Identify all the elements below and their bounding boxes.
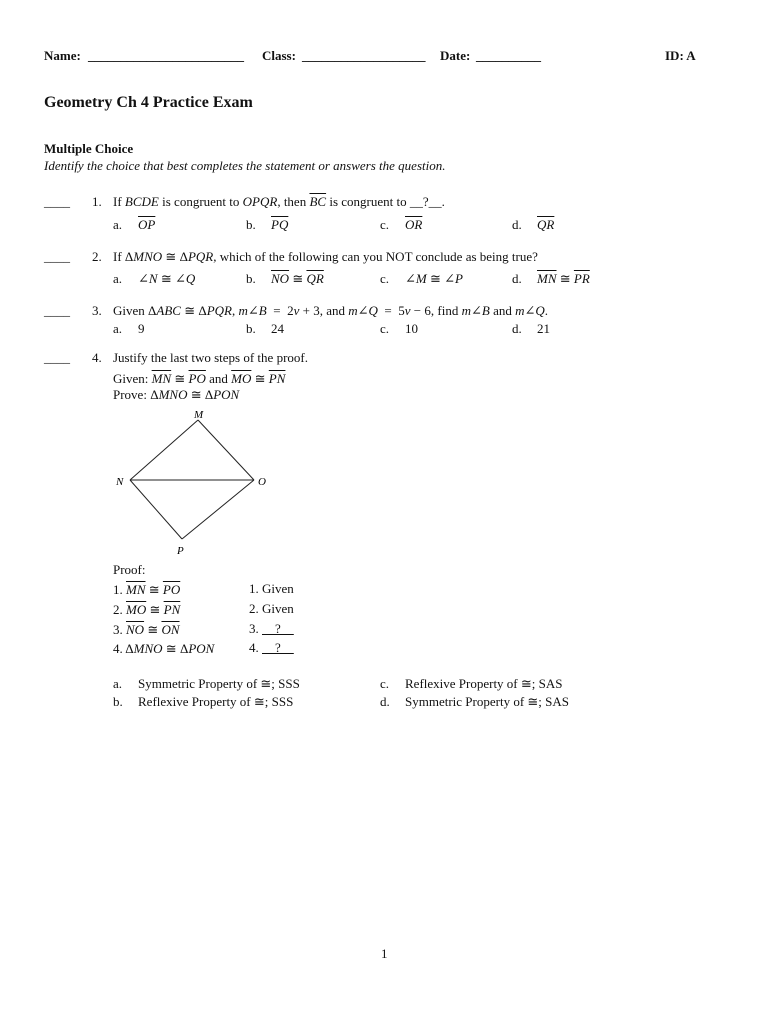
text-run: 4. Δ (113, 641, 134, 656)
text-run: PQR, (187, 249, 217, 264)
text-run: . (544, 303, 549, 318)
text-run: M (415, 271, 427, 286)
text-run: ABC (156, 303, 181, 318)
choice-c[interactable]: c. ∠M ≅ ∠P (380, 271, 463, 286)
proof-statement-1 (113, 582, 180, 598)
text-run: Symmetric Property of ≅; SAS (405, 694, 569, 709)
question-stem (113, 303, 548, 319)
name-label: Name: (44, 48, 81, 63)
name-blank[interactable]: ________________________ (88, 48, 244, 63)
choice-a[interactable]: a. 9 (113, 321, 145, 336)
text-run: ≅ Δ (180, 303, 207, 318)
text-run: ≅ (556, 271, 574, 286)
text-run: v (404, 303, 411, 318)
text-run: ? (262, 640, 294, 655)
given-statement (113, 371, 285, 387)
text-run: $\overline{PO}$ (162, 582, 181, 597)
text-run: ≅ (289, 271, 307, 286)
text-run: BCDE (124, 194, 159, 209)
text-run: $\overline{MO}$ (231, 371, 252, 386)
question-number: 3. (92, 303, 102, 318)
choice-b[interactable]: b. Reflexive Property of ≅; SSS (113, 694, 294, 709)
question-number: 1. (92, 194, 102, 209)
segment-mo (198, 420, 254, 480)
text-run: Q (368, 303, 378, 318)
segment-op (182, 480, 254, 539)
text-run: and (205, 371, 232, 386)
text-run: m (461, 303, 471, 318)
text-run: $\overline{BC}$ (309, 194, 327, 209)
text-run: ≅ Δ (162, 249, 188, 264)
text-run: $\overline{OR}$ (405, 217, 423, 232)
text-run: $\overline{PN}$ (268, 371, 286, 386)
text-run: , then (277, 194, 310, 209)
text-run: 4. (249, 640, 262, 655)
text-run: 3. (249, 621, 262, 636)
proof-statement-3 (113, 622, 180, 638)
text-run: __?__ (409, 194, 442, 209)
text-run: $\overline{QR}$ (537, 217, 555, 232)
text-run: 10 (405, 321, 418, 336)
text-run: Given: (113, 371, 152, 386)
text-run: ≅ (145, 582, 163, 597)
proof-reason-2 (249, 601, 294, 617)
text-run: PON (188, 641, 215, 656)
text-run: Q (185, 271, 196, 286)
vertex-label-n: N (116, 476, 124, 488)
text-run: ≅ (146, 602, 164, 617)
choice-a[interactable]: a. Symmetric Property of ≅; SSS (113, 676, 300, 691)
choice-a[interactable]: a. ∠N ≅ ∠Q (113, 271, 196, 286)
text-run: Justify the last two steps of the proof. (113, 350, 308, 365)
text-run: m (238, 303, 248, 318)
question-number: 2. (92, 249, 102, 264)
choice-d[interactable]: d. 21 (512, 321, 550, 336)
text-run: 3. (113, 622, 126, 637)
proof-statement-2 (113, 602, 180, 618)
text-run: B (258, 303, 267, 318)
choice-b[interactable]: b. $\overline{NO}$ ≅ $\overline{QR}$ (246, 271, 324, 286)
text-run: P (455, 271, 463, 286)
text-run: ∠ (138, 271, 149, 286)
text-run: $\overline{QR}$ (306, 271, 324, 286)
vertex-label-p: P (177, 545, 184, 557)
choice-d[interactable]: d. Symmetric Property of ≅; SAS (380, 694, 569, 709)
text-run: 21 (537, 321, 550, 336)
answer-blank[interactable]: ____ (44, 350, 70, 365)
text-run: ∠ (357, 303, 369, 318)
text-run: is congruent to (326, 194, 410, 209)
text-run: $\overline{PR}$ (573, 271, 590, 286)
text-run: If Δ (113, 249, 134, 264)
text-run: and (489, 303, 516, 318)
section-instructions: Identify the choice that best completes the statement or answers the question. (44, 158, 446, 173)
text-run: m (515, 303, 525, 318)
choice-a[interactable]: a. $\overline{OP}$ (113, 217, 156, 232)
proof-label: Proof: (113, 562, 146, 577)
text-run: MNO (158, 387, 188, 402)
text-run: B (481, 303, 490, 318)
text-run: ≅ (144, 622, 162, 637)
text-run: PQR (206, 303, 232, 318)
text-run: ∠ (405, 271, 416, 286)
text-run: m (348, 303, 358, 318)
text-run: . (441, 194, 445, 209)
text-run: ≅ Δ (187, 387, 214, 402)
question-stem (113, 194, 445, 210)
text-run: Given Δ (113, 303, 157, 318)
choice-b[interactable]: b. $\overline{PQ}$ (246, 217, 289, 232)
text-run: ∠ (247, 303, 259, 318)
choice-d[interactable]: d. $\overline{QR}$ (512, 217, 555, 232)
class-label: Class: (262, 48, 296, 63)
text-run: ≅ Δ (162, 641, 189, 656)
answer-blank[interactable]: ____ (44, 303, 70, 318)
text-run: $\overline{MO}$ (126, 602, 147, 617)
vertex-label-m: M (194, 409, 204, 421)
choice-c[interactable]: c. Reflexive Property of ≅; SAS (380, 676, 563, 691)
text-run: Q (535, 303, 545, 318)
text-run: ≅ (171, 371, 189, 386)
proof-reason-1 (249, 581, 294, 597)
text-run: 1. Given (249, 581, 294, 596)
text-run: 24 (271, 321, 284, 336)
text-run: 9 (138, 321, 145, 336)
text-run: v (293, 303, 300, 318)
text-run: $\overline{PN}$ (163, 602, 181, 617)
text-run: $\overline{OP}$ (138, 217, 156, 232)
page-title: Geometry Ch 4 Practice Exam (44, 94, 253, 111)
text-run: is congruent to (158, 194, 243, 209)
text-run: Reflexive Property of ≅; SSS (138, 694, 294, 709)
answer-blank[interactable]: ____ (44, 249, 70, 264)
proof-statement-4 (113, 641, 214, 657)
exam-id: ID: A (665, 48, 696, 63)
answer-blank[interactable]: ____ (44, 194, 70, 209)
text-run: ≅ ∠ (157, 271, 186, 286)
kite-diagram (110, 402, 280, 562)
date-label: Date: (440, 48, 471, 63)
text-run: 1. (113, 582, 126, 597)
text-run: + 3, and (299, 303, 349, 318)
text-run: Symmetric Property of ≅; SSS (138, 676, 300, 691)
text-run: $\overline{MN}$ (126, 582, 146, 597)
text-run: ≅ ∠ (426, 271, 456, 286)
choice-c[interactable]: c. $\overline{OR}$ (380, 217, 423, 232)
question-stem (113, 350, 308, 366)
text-run: $\overline{ON}$ (161, 622, 180, 637)
text-run: $\overline{PO}$ (188, 371, 206, 386)
text-run: OPQR (242, 194, 278, 209)
section-heading: Multiple Choice (44, 141, 134, 156)
text-run: ≅ (251, 371, 269, 386)
text-run: Reflexive Property of ≅; SAS (405, 676, 563, 691)
text-run: MNO (133, 641, 163, 656)
date-blank[interactable]: __________ (476, 48, 541, 63)
text-run: $\overline{MN}$ (151, 371, 172, 386)
text-run: PON (213, 387, 240, 402)
text-run: $\overline{NO}$ (126, 622, 145, 637)
text-run: = 5 (377, 303, 405, 318)
question-stem (113, 249, 538, 265)
text-run: which of the following can you NOT conclude as being true? (216, 249, 538, 264)
text-run: $\overline{PQ}$ (271, 217, 289, 232)
text-run: N (148, 271, 158, 286)
text-run: ∠ (470, 303, 482, 318)
class-blank[interactable]: ___________________ (302, 48, 426, 63)
segment-mn (130, 420, 198, 480)
text-run: Prove: Δ (113, 387, 159, 402)
text-run: If (113, 194, 125, 209)
text-run: 2. (113, 602, 126, 617)
text-run: $\overline{NO}$ (271, 271, 290, 286)
choice-d[interactable]: d. $\overline{MN}$ ≅ $\overline{PR}$ (512, 271, 590, 286)
proof-reason-3 (249, 621, 294, 637)
text-run: ? (262, 621, 294, 636)
choice-c[interactable]: c. 10 (380, 321, 418, 336)
proof-reason-4 (249, 640, 294, 656)
text-run: MNO (133, 249, 163, 264)
page-number: 1 (381, 946, 388, 961)
text-run: ∠ (524, 303, 536, 318)
segment-np (130, 480, 182, 539)
text-run: 2. Given (249, 601, 294, 616)
choice-b[interactable]: b. 24 (246, 321, 284, 336)
text-run: , (232, 303, 239, 318)
text-run: = 2 (266, 303, 294, 318)
prove-statement (113, 387, 239, 403)
vertex-label-o: O (258, 476, 266, 488)
question-number: 4. (92, 350, 102, 365)
text-run: − 6, find (410, 303, 462, 318)
text-run: $\overline{MN}$ (537, 271, 557, 286)
